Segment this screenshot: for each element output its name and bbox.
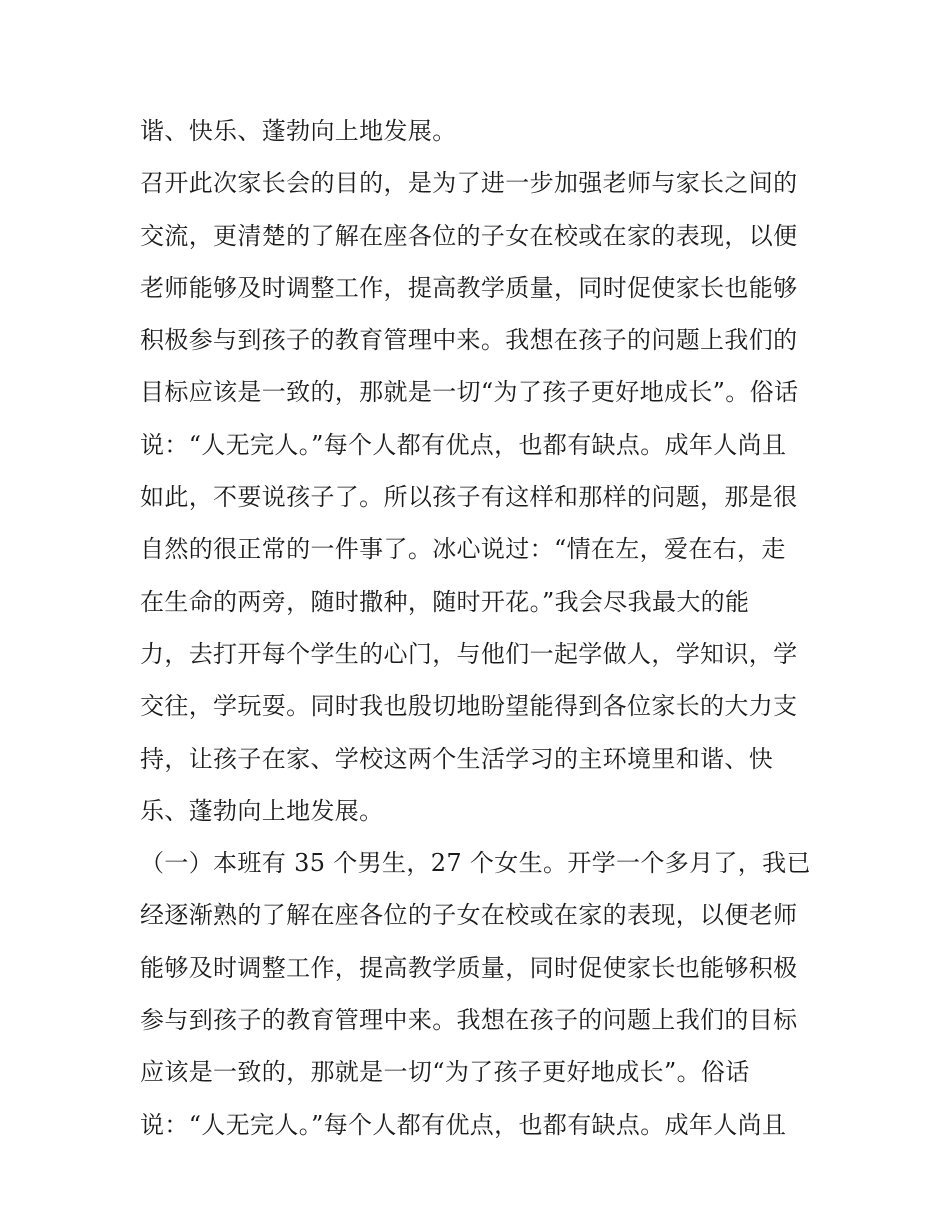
text-line: 参与到孩子的教育管理中来。我想在孩子的问题上我们的目标 — [140, 1006, 798, 1035]
text-line: 自然的很正常的一件事了。冰心说过：“情在左，爱在右，走 — [140, 535, 786, 564]
text-line: 持，让孩子在家、学校这两个生活学习的主环境里和谐、快 — [140, 744, 774, 773]
text-line: 交往，学玩耍。同时我也殷切地盼望能得到各位家长的大力支 — [140, 692, 798, 721]
text-line: 说：“人无完人。”每个人都有优点，也都有缺点。成年人尚且 — [140, 1110, 787, 1139]
text-line: 说：“人无完人。”每个人都有优点，也都有缺点。成年人尚且 — [140, 430, 787, 459]
text-line: 能够及时调整工作，提高教学质量，同时促使家长也能够积极 — [140, 953, 798, 982]
text-line: 经逐渐熟的了解在座各位的子女在校或在家的表现，以便老师 — [140, 901, 798, 930]
document-body — [140, 105, 820, 1151]
text-line: 乐、蓬勃向上地发展。 — [140, 796, 384, 825]
text-line: （一）本班有 35 个男生，27 个女生。开学一个多月了，我已 — [140, 849, 811, 878]
text-line: 如此，不要说孩子了。所以孩子有这样和那样的问题，那是很 — [140, 483, 798, 512]
text-line: 力，去打开每个学生的心门，与他们一起学做人，学知识，学 — [140, 639, 798, 668]
text-line: 目标应该是一致的，那就是一切“为了孩子更好地成长”。俗话 — [140, 378, 799, 407]
text-line: 在生命的两旁，随时撒种，随时开花。”我会尽我最大的能 — [140, 587, 750, 616]
text-line: 积极参与到孩子的教育管理中来。我想在孩子的问题上我们的 — [140, 326, 798, 355]
text-line: 交流，更清楚的了解在座各位的子女在校或在家的表现，以便 — [140, 221, 798, 250]
text-line: 召开此次家长会的目的，是为了进一步加强老师与家长之间的 — [140, 169, 798, 198]
text-line: 谐、快乐、蓬勃向上地发展。 — [140, 117, 457, 145]
text-line: 应该是一致的，那就是一切“为了孩子更好地成长”。俗话 — [140, 1058, 750, 1087]
text-line: 老师能够及时调整工作，提高教学质量，同时促使家长也能够 — [140, 273, 798, 302]
